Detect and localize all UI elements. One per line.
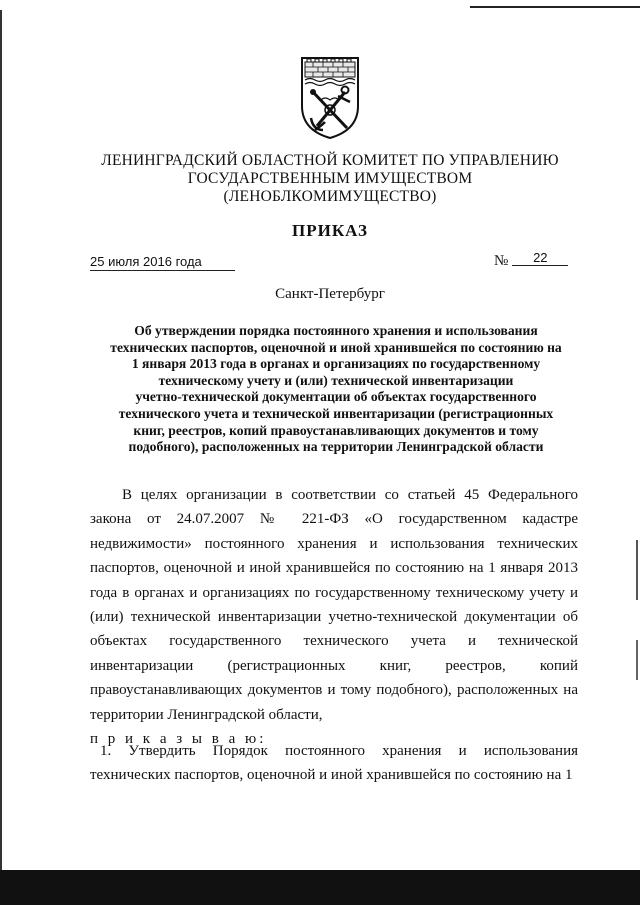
number-sign: №	[494, 253, 509, 269]
title-line: книг, реестров, копий правоустанавливающих документов и тому	[133, 422, 539, 438]
title-line: подобного), расположенных на территории Ленинградской области	[128, 439, 544, 455]
document-city: Санкт-Петербург	[275, 286, 385, 302]
document-number-value: 22	[512, 250, 568, 266]
organization-name	[80, 152, 580, 206]
title-line: технического учета и технической инвентаризации (регистрационных	[118, 405, 554, 421]
preamble-text: В целях организации в соответствии со статьей 45 Федерального закона от 24.07.2007 № 221-ФЗ «О государственном кадастре недвижимости» постоянного хранения и использования технических паспортов, оценочной и иной хранившейся по состоянию на 1 января 2013 года в органах и организациях по государственному техническому учету и (или) технической инвентаризации учетно-технической документации об объектах государственного технического учета и технической инвентаризации (регистрационных книг, реестров, копий правоустанавливающих документов и тому подобного), расположенных на территории Ленинградской области,	[90, 487, 578, 723]
decree-word: п р и к а з ы в а ю:	[90, 731, 267, 748]
leningrad-oblast-coat-of-arms-icon	[299, 56, 361, 140]
organization-name-line-2: ГОСУДАРСТВЕННЫМ ИМУЩЕСТВОМ	[187, 170, 473, 187]
title-line: Об утверждении порядка постоянного хранения и использования	[134, 323, 538, 338]
document-title	[96, 323, 576, 456]
scan-left-edge-line	[0, 10, 2, 870]
scan-right-edge-mark	[636, 540, 638, 600]
title-line: 1 января 2013 года в органах и организациях по государственному	[131, 356, 541, 372]
body-paragraph-item-1: 1. Утвердить Порядок постоянного хранения и использования технических паспортов, оценочной и иной хранившейся по состоянию на 1	[90, 743, 578, 784]
body-paragraph-preamble	[90, 483, 578, 751]
organization-name-line-3: (ЛЕНОБЛКОМИМУЩЕСТВО)	[223, 188, 437, 205]
organization-name-line-1: ЛЕНИНГРАДСКИЙ ОБЛАСТНОЙ КОМИТЕТ ПО УПРАВЛЕНИЮ	[101, 152, 559, 169]
scan-right-edge-mark-lower	[636, 640, 638, 680]
scan-bottom-edge-bar	[0, 870, 640, 905]
title-line: учетно-технической документации об объектах государственного	[135, 389, 537, 405]
title-line: техническому учету и (или) технической инвентаризации	[158, 372, 514, 388]
scan-top-edge-line	[470, 6, 640, 8]
title-line: технических паспортов, оценочной и иной хранившейся по состоянию на	[110, 339, 562, 355]
document-date: 25 июля 2016 года	[90, 254, 235, 271]
document-number	[494, 250, 568, 270]
document-type: ПРИКАЗ	[292, 221, 368, 240]
